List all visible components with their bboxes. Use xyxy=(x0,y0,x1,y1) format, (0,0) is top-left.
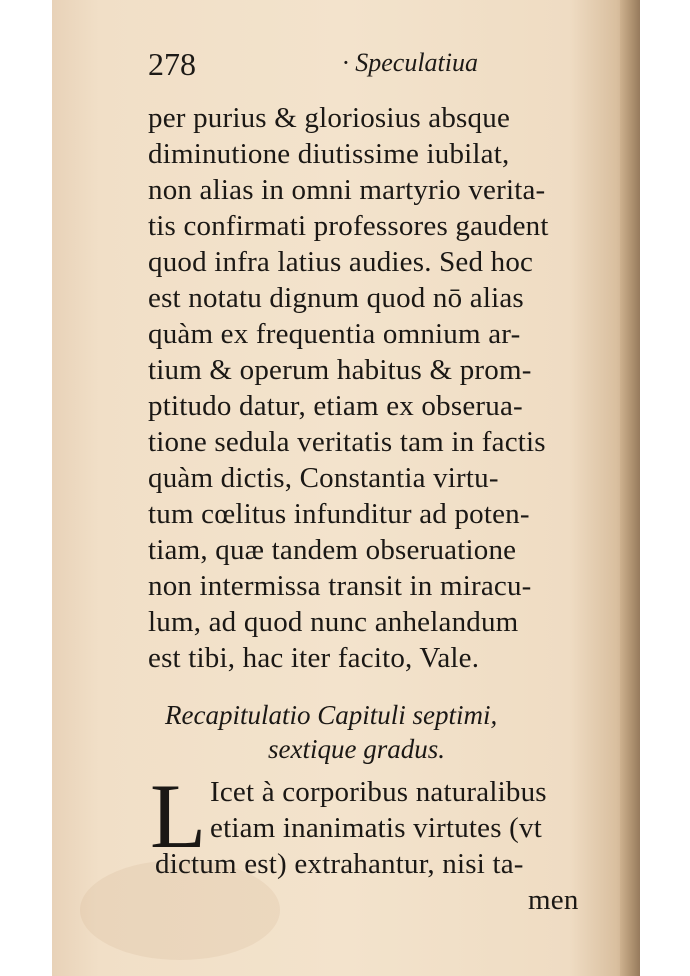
text-line: non alias in omni martyrio verita- xyxy=(148,174,546,206)
text-line: tum cœlitus infunditur ad poten- xyxy=(148,498,530,530)
page-header xyxy=(148,46,478,86)
text-line: lum, ad quod nunc anhelandum xyxy=(148,606,519,638)
text-line: tis confirmati professores gaudent xyxy=(148,210,549,242)
section-heading-line-1: Recapitulatio Capituli septimi, xyxy=(165,700,498,730)
text-line: non intermissa transit in miracu- xyxy=(148,570,532,602)
text-line: quàm dictis, Constantia virtu- xyxy=(148,462,499,494)
section-heading-line-2: sextique gradus. xyxy=(268,734,445,764)
text-line: diminutione diutissime iubilat, xyxy=(148,138,510,170)
text-line: est notatu dignum quod nō alias xyxy=(148,282,524,314)
text-line: quod infra latius audies. Sed hoc xyxy=(148,246,534,278)
drop-cap-initial: L xyxy=(150,765,207,867)
text-line: quàm ex frequentia omnium ar- xyxy=(148,318,521,350)
text-line: ptitudo datur, etiam ex obseruа- xyxy=(148,390,523,422)
text-line: Icet à corporibus naturalibus xyxy=(210,776,547,808)
text-line: tiam, quæ tandem obseruatione xyxy=(148,534,517,566)
text-line: dictum est) extrahantur, nisi ta- xyxy=(155,848,524,880)
text-line: tium & operum habitus & prom- xyxy=(148,354,532,386)
text-line: etiam inanimatis virtutes (vt xyxy=(210,812,542,844)
catchword: men xyxy=(528,884,579,916)
left-margin xyxy=(0,0,52,976)
running-title: · Speculatiua xyxy=(342,48,478,77)
text-line: tione sedula veritatis tam in factis xyxy=(148,426,546,458)
text-line: est tibi, hac iter facito, Vale. xyxy=(148,642,480,674)
page-number: 278 xyxy=(148,46,196,82)
text-line: per purius & gloriosius absque xyxy=(148,102,511,134)
